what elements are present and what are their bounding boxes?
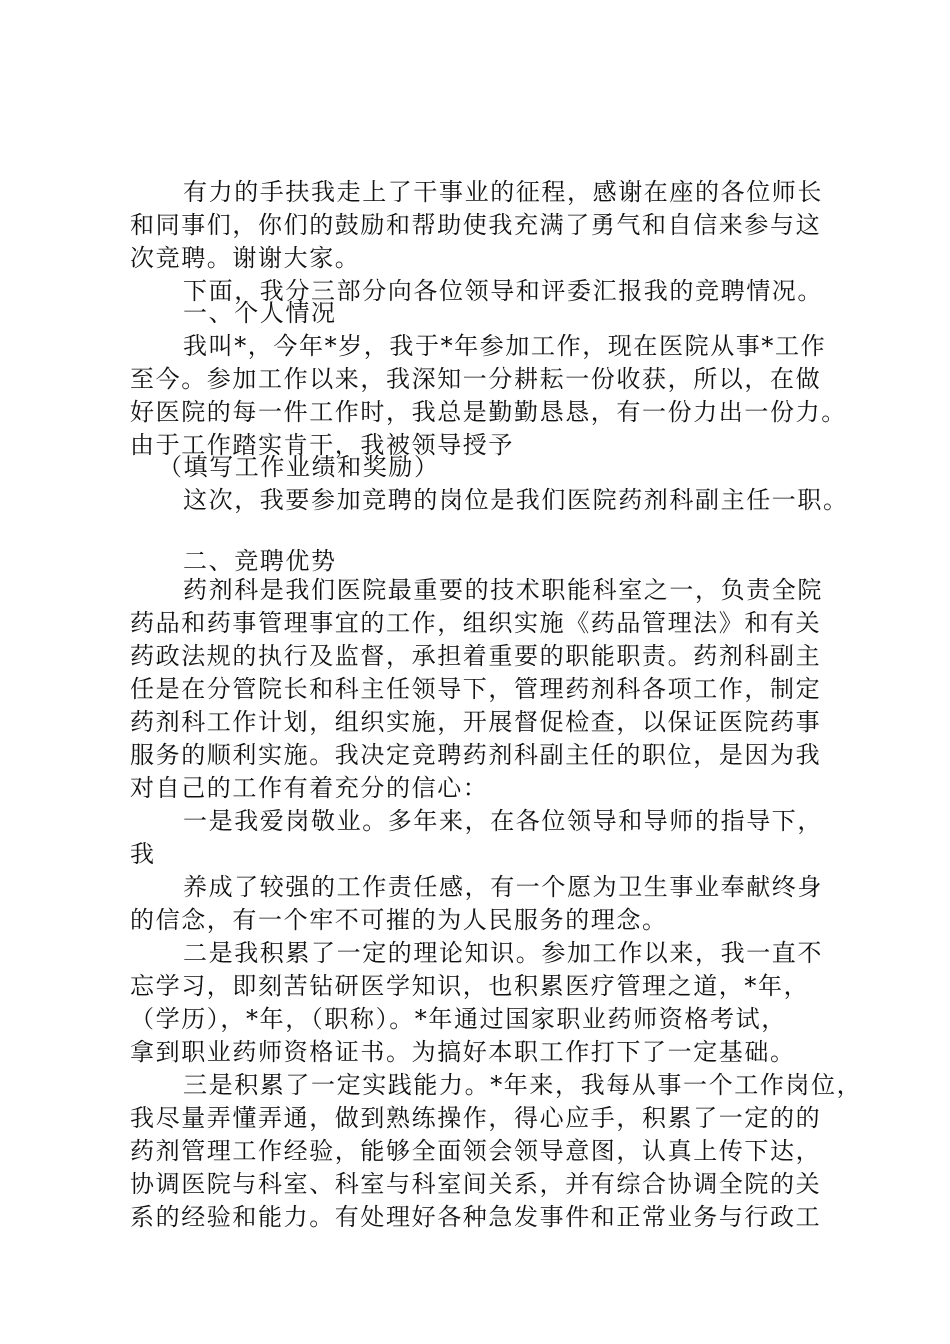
text-line: 养成了较强的工作责任感，有一个愿为卫生事业奉献终身 [183, 873, 823, 901]
text-line: 我尽量弄懂弄通，做到熟练操作，得心应手，积累了一定的的 [130, 1104, 822, 1132]
text-line: 服务的顺利实施。我决定竞聘药剂科副主任的职位，是因为我 [130, 741, 822, 769]
text-line: 对自己的工作有着充分的信心： [130, 774, 489, 802]
text-line: 我 [130, 840, 156, 868]
text-line: 拿到职业药师资格证书。为搞好本职工作打下了一定基础。 [130, 1038, 796, 1066]
text-line: 协调医院与科室、科室与科室间关系，并有综合协调全院的关 [130, 1170, 822, 1198]
text-line: 系的经验和能力。有处理好各种急发事件和正常业务与行政工 [130, 1203, 822, 1231]
text-line: 药剂科是我们医院最重要的技术职能科室之一，负责全院 [183, 576, 823, 604]
text-line: 药政法规的执行及监督，承担着重要的职能职责。药剂科副主 [130, 642, 822, 670]
text-line: 和同事们，你们的鼓励和帮助使我充满了勇气和自信来参与这 [130, 211, 822, 239]
text-line: 由于工作踏实肯干，我被领导授予 [130, 431, 514, 459]
text-line: 至今。参加工作以来，我深知一分耕耘一份收获，所以，在做 [130, 365, 822, 393]
text-line: 三是积累了一定实践能力。*年来，我每从事一个工作岗位， [183, 1071, 863, 1099]
text-line: 下面，我分三部分向各位领导和评委汇报我的竞聘情况。 [183, 277, 823, 305]
text-line: （学历），*年，（职称）。*年通过国家职业药师资格考试， [130, 1005, 787, 1033]
text-line: 这次，我要参加竞聘的岗位是我们医院药剂科副主任一职。 [183, 486, 849, 514]
section-heading: 一、个人情况 [183, 299, 337, 327]
text-line: 二是我积累了一定的理论知识。参加工作以来，我一直不 [183, 939, 823, 967]
text-line: 任是在分管院长和科主任领导下，管理药剂科各项工作，制定 [130, 675, 822, 703]
text-line: 有力的手扶我走上了干事业的征程，感谢在座的各位师长 [183, 178, 823, 206]
text-line: 次竞聘。谢谢大家。 [130, 244, 361, 272]
section-heading: 二、竞聘优势 [183, 547, 337, 575]
text-line: 药品和药事管理事宜的工作，组织实施《药品管理法》和有关 [130, 609, 822, 637]
text-line: 药剂管理工作经验，能够全面领会领导意图，认真上传下达， [130, 1137, 822, 1165]
text-line: 一是我爱岗敬业。多年来，在各位领导和导师的指导下， [183, 807, 823, 835]
text-line: 的信念，有一个牢不可摧的为人民服务的理念。 [130, 906, 668, 934]
text-line: 忘学习，即刻苦钻研医学知识，也积累医疗管理之道，*年， [130, 972, 810, 1000]
text-line: 我叫*，今年*岁，我于*年参加工作，现在医院从事*工作 [183, 332, 827, 360]
placeholder-note: （填写工作业绩和奖励） [158, 453, 440, 481]
text-line: 好医院的每一件工作时，我总是勤勤恳恳，有一份力出一份力。 [130, 398, 847, 426]
text-line: 药剂科工作计划，组织实施，开展督促检查，以保证医院药事 [130, 708, 822, 736]
